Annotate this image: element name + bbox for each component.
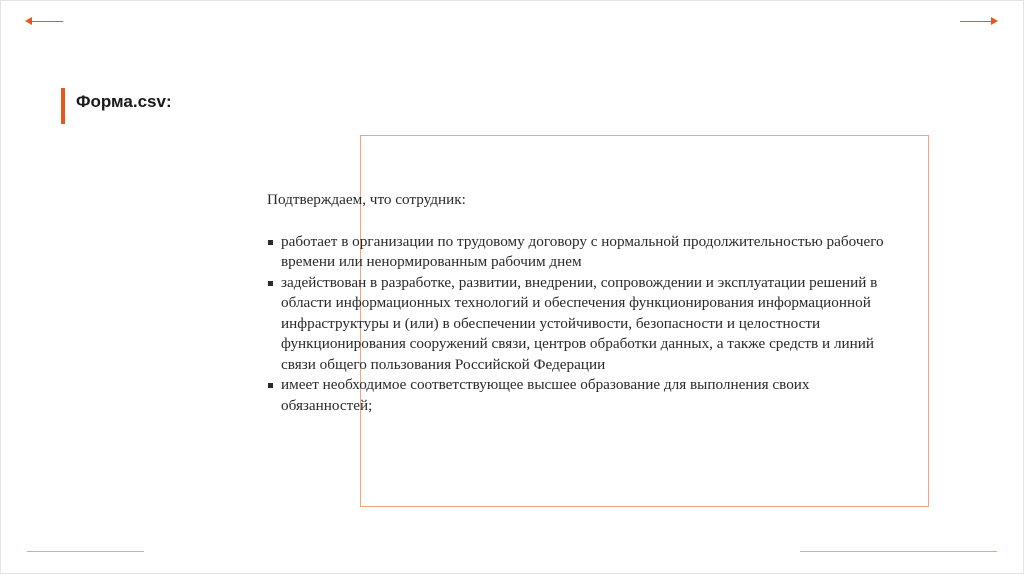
body-text: [267, 190, 897, 416]
title-accent-bar: [61, 88, 65, 124]
page-title: Форма.csv:: [76, 92, 172, 111]
list-item-text: имеет необходимое соответствующее высшее образование для выполнения своих обязанностей;: [281, 376, 810, 414]
intro-text: Подтверждаем, что сотрудник:: [267, 191, 466, 208]
list-item-text: работает в организации по трудовому договору с нормальной продолжительностью рабочего времени или ненормированным рабочим днем: [281, 232, 884, 270]
square-bullet-icon: [268, 383, 273, 388]
list-item: [267, 375, 897, 416]
requirements-list: [267, 232, 897, 417]
arrow-left-icon[interactable]: [27, 20, 63, 23]
square-bullet-icon: [268, 281, 273, 286]
list-item: [267, 232, 897, 273]
list-item: [267, 273, 897, 376]
footer-line-right: [800, 551, 997, 552]
arrow-right-icon[interactable]: [960, 20, 996, 23]
list-item-text: задействован в разработке, развитии, внедрении, сопровождении и эксплуатации решений в области информационных технологий и обеспечения функционирования информационной инфраструктуры и (или) в обеспечении устойчивости, безопасности и целостности функционирования сооружений связи, центров обработки данных, а также средств и линий связи общего пользования Российской Федерации: [281, 273, 878, 373]
footer-line-left: [27, 551, 144, 552]
square-bullet-icon: [268, 240, 273, 245]
